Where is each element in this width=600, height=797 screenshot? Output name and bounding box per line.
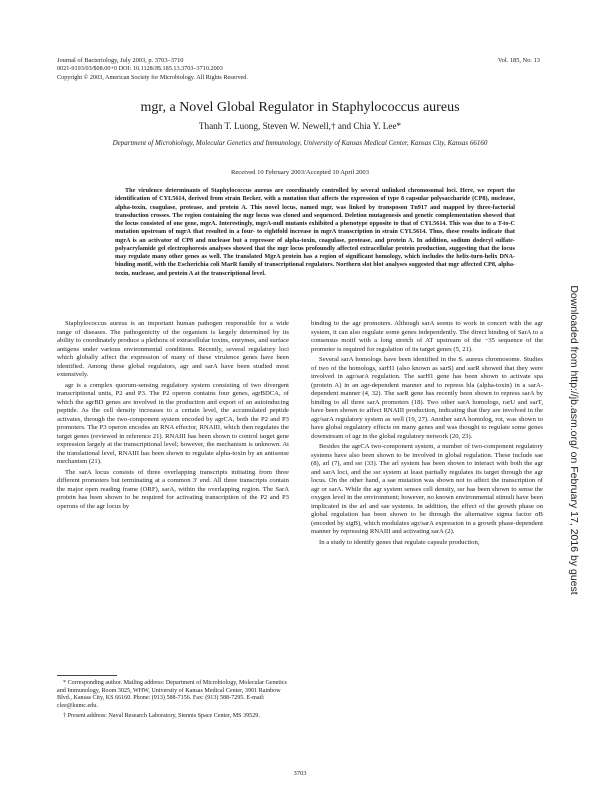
journal-line: Journal of Bacteriology, July 2003, p. 3703–3710 xyxy=(57,57,184,64)
footnotes xyxy=(57,675,289,724)
journal-header xyxy=(57,57,248,82)
body-column-left xyxy=(57,320,289,513)
volume-issue: Vol. 185, No. 13 xyxy=(497,57,540,64)
paragraph: Several sarA homologs have been identified in the S. aureus chromosome. Studies of two of the homologs, sarH1 (also known as sarS) and sarR showed that they were involved in agr/sarA regulation. The sarH1 gene has been shown to activate spa (protein A) in an agr-dependent manner and to repress hla (alpha-toxin) in a sarA-dependent manner (4, 32). The sarR gene has recently been shown to repress sarA by binding to all three sarA promoters (18). Two other sarA homologs, rarU and sarT, have been shown to affect RNAIII production, indicating that they are involved in the agr/sarA regulatory system as well (19, 27). Another sarA homolog, rot, was shown to have global regulatory effects on many genes and was thought to regulate some genes downstream of agr in the global regulatory network (20, 23). xyxy=(311,356,543,440)
download-watermark-text: Downloaded from http://jb.asm.org/ on February 17, 2016 by guest xyxy=(568,285,580,595)
paragraph: agr is a complex quorum-sensing regulatory system consisting of two divergent transcriptional units, P2 and P3. The P2 operon contains four genes, agrBDCA, of which the agrBD genes are involved in the production and export of an autoinducing peptide. As the cell density increases to a certain level, the accumulated peptide activates, through the two-component system encoded by agrCA, both the P2 and P3 promoters. The P3 operon encodes an RNA effector, RNAIII, which then regulates the target genes (reviewed in reference 21). RNAIII has been shown to control target gene expression largely at the transcriptional level; however, the mechanism is unknown. At the translational level, RNAIII has been shown to regulate alpha-toxin by an antisense mechanism (21). xyxy=(57,381,289,465)
paragraph: In a study to identify genes that regulate capsule production, xyxy=(319,538,480,546)
paragraph: Besides the agrCA two-component system, a number of two-component regulatory systems have also been shown to be involved in global regulation. These include sae (8), arl (7), and ssr (33). The arl system has been shown to interact with both the agr and sarA loci, and the ssr system at least partially regulates its target through the agr locus. On the other hand, a sae mutation was shown not to affect the transcription of agr or sarA. While the agr system senses cell density, ssr has been shown to sense the oxygen level in the environment; however, no known environmental stimuli have been implicated in the arl and sae systems. In addition, the effect of the growth phase on global regulation has been shown to be through the alternative sigma factor σB (encoded by sigB), which modulates agr/sarA expression in a growth phase-dependent manner by repressing RNAIII and activating sarA (2). xyxy=(311,443,543,535)
footnote-corresponding-author: * Corresponding author. Mailing address: Department of Microbiology, Molecular Genetics and Immunology, Room 3025, WHW, University of Kansas Medical Center, 3901 Rainbow Blvd., Kansas City, KS 66160. Phone: (913) 588-7156. Fax: (913) 588-7295. E-mail: clee@kumc.edu. xyxy=(57,680,287,709)
author-list: Thanh T. Luong, Steven W. Newell,† and Chia Y. Lee* xyxy=(198,121,402,131)
footnote-present-address: † Present address: Naval Research Laboratory, Stennis Space Center, MS 39529. xyxy=(63,713,260,720)
abstract: The virulence determinants of Staphylococcus aureus are coordinately controlled by several unlinked chromosomal loci. Here, we report the identification of CYL5614, derived from strain Becker, with a mutation that affects the expression of type 8 capsular polysaccharide (CP8), nuclease, alpha-toxin, coagulase, protease, and protein A. This novel locus, named mgr, was linked by transposon Tn917 and mapped by three-factorial transduction crosses. The region containing the mgr locus was cloned and sequenced. Deletion mutagenesis and genetic complementation showed that the locus consisted of one gene, mgrA. Interestingly, mgrA-null mutants exhibited a phenotype opposite to that of CYL5614. This was due to a T-to-C mutation upstream of mgrA that resulted in a four- to eightfold increase in mgrA transcription in strain CYL5614. Thus, these results indicate that mgrA is an activator of CP8 and nuclease but a repressor of alpha-toxin, coagulase, protease, and protein A. In addition, sodium dodecyl sulfate-polyacrylamide gel electrophoresis analyses showed that the mgr locus profoundly affected extracellular protein production, suggesting that the locus may regulate many other genes as well. The translated MgrA protein has a region of significant homology, which includes the helix-turn-helix DNA-binding motif, with the Escherichia coli MarR family of transcriptional regulators. Northern slot blot analyses suggested that mgr affected CP8, alpha-toxin, nuclease, and protein A at the transcriptional level. xyxy=(115,187,515,277)
body-column-right xyxy=(311,320,543,549)
page-number: 3703 xyxy=(293,770,307,777)
paragraph: binding to the agr promoters. Although sarA seems to work in concert with the agr system, it can also regulate some genes independently. The direct binding of SarA to a consensus motif with a long stretch of AT upstream of the −35 sequence of the promoter is required for regulation of its target genes (5, 21). xyxy=(311,320,543,353)
copyright-line: Copyright © 2003, American Society for Microbiology. All Rights Reserved. xyxy=(57,73,248,81)
paragraph: The sarA locus consists of three overlapping transcripts initiating from three different promoters but terminating at a common 3′ end. All three transcripts contain the major open reading frame (ORF), sarA, within the overlapping region. The SarA protein has been shown to be required for activating transcription of the P2 and P3 operons of the agr locus by xyxy=(57,468,289,510)
doi-line: 0021-9193/03/$08.00+0 DOI: 10.1128/JB.185.13.3703–3710.2003 xyxy=(57,65,223,73)
affiliation: Department of Microbiology, Molecular Genetics and Immunology, University of Kansas Medical Center, Kansas City, Kansas 66160 xyxy=(112,139,488,147)
footnote-rule xyxy=(57,675,117,676)
received-dates: Received 10 February 2003/Accepted 10 April 2003 xyxy=(230,169,370,176)
article-title: mgr, a Novel Global Regulator in Staphylococcus aureus xyxy=(140,100,460,115)
paragraph: Staphylococcus aureus is an important human pathogen responsible for a wide range of diseases. The pathogenicity of the organism is largely determined by its ability to coordinately produce a plethora of extracellular toxins, enzymes, and surface antigens under various environmental conditions. Recently, several regulatory loci which globally affect the expression of many of these virulence genes have been identified. Among these global regulators, agr and sarA have been studied most extensively. xyxy=(57,320,289,378)
